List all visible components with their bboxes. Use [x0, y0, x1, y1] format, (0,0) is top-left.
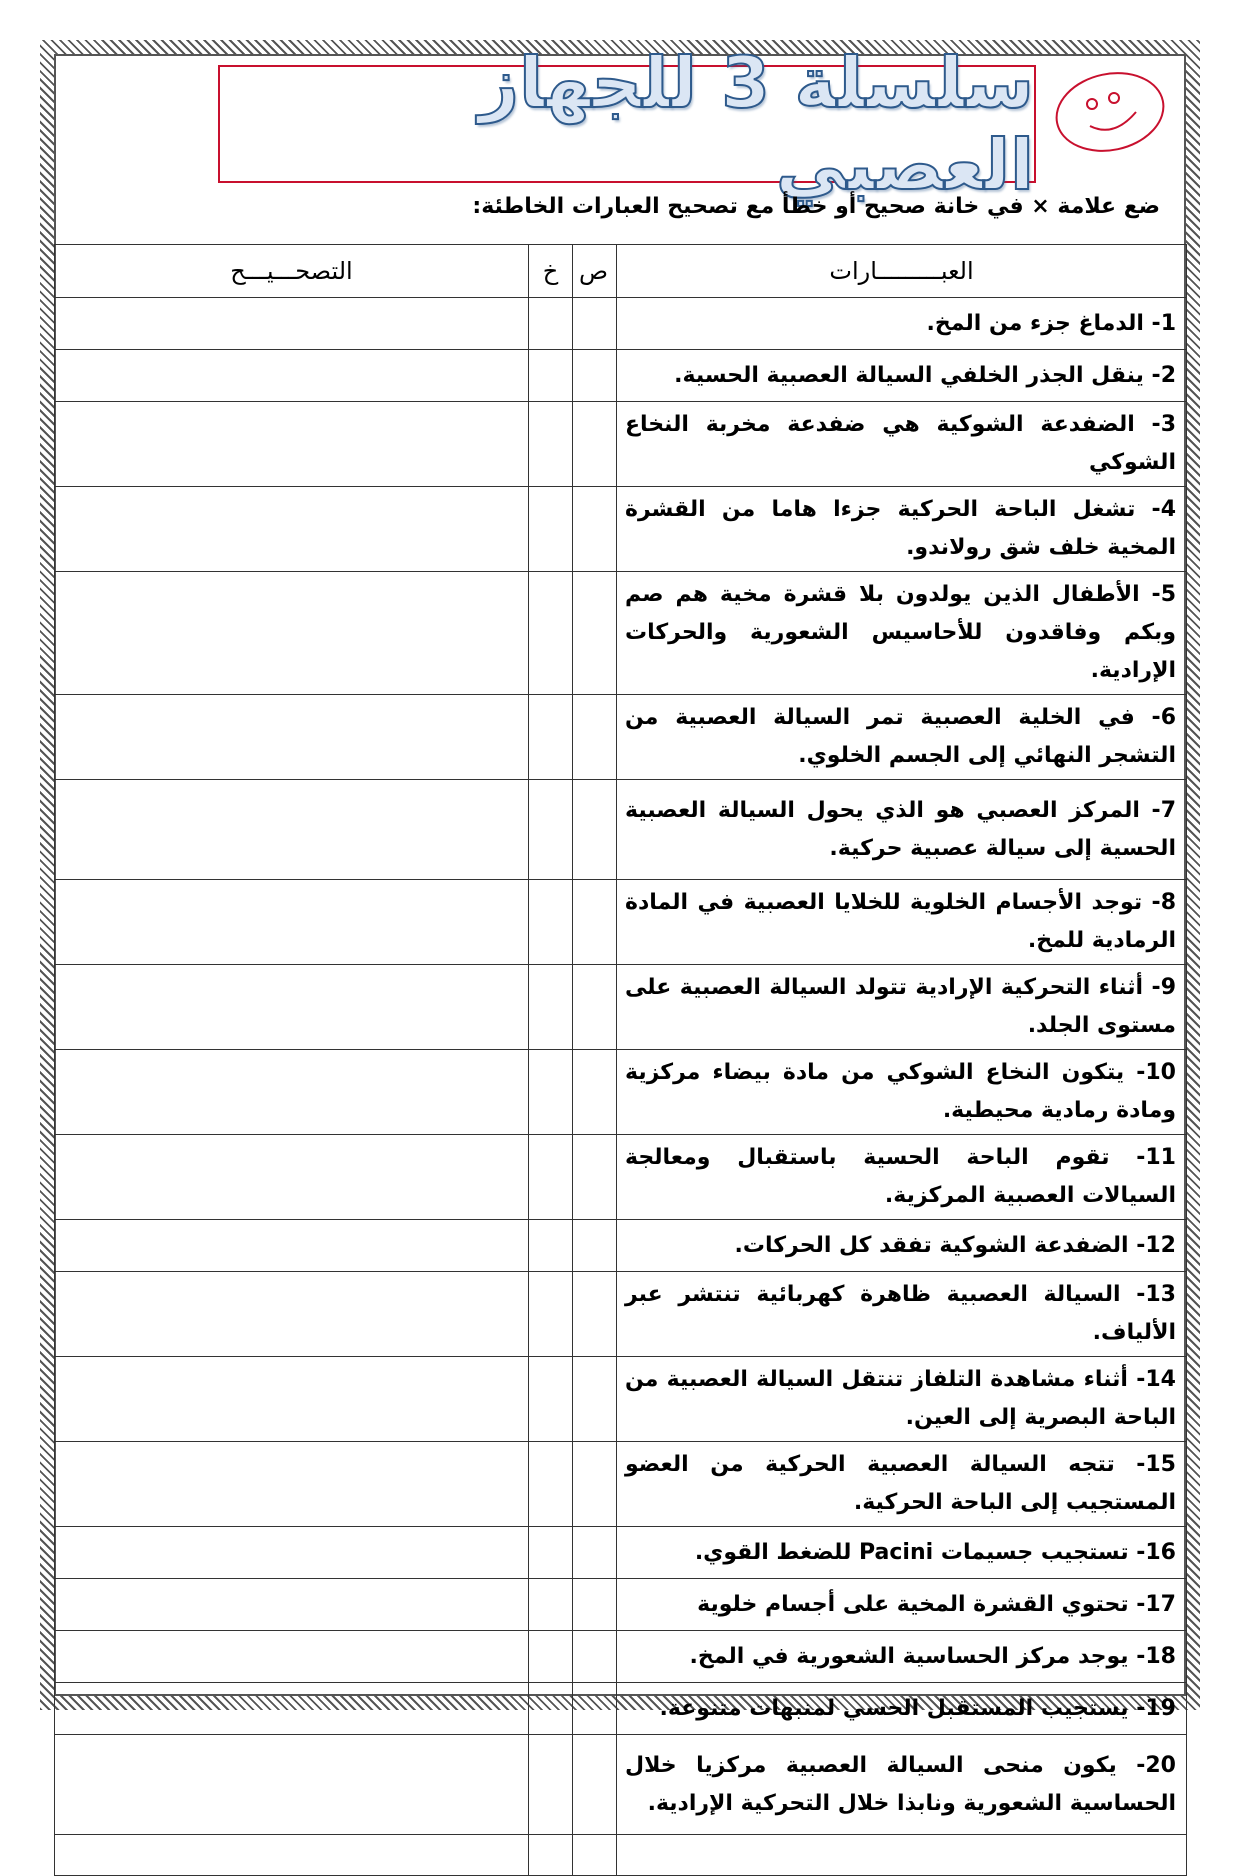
statement-cell: 11- تقوم الباحة الحسية باستقبال ومعالجة السيالات العصبية المركزية. [617, 1135, 1187, 1220]
correct-checkbox-cell[interactable] [573, 1527, 617, 1579]
correct-checkbox-cell[interactable] [573, 965, 617, 1050]
wrong-checkbox-cell[interactable] [529, 350, 573, 402]
table-header-row [55, 245, 1187, 298]
wrong-checkbox-cell[interactable] [529, 880, 573, 965]
statement-cell: 13- السيالة العصبية ظاهرة كهربائية تنتشر عبر الألياف. [617, 1272, 1187, 1357]
table-row [55, 572, 1187, 695]
wrong-checkbox-cell[interactable] [529, 1135, 573, 1220]
correction-cell[interactable] [55, 402, 529, 487]
statement-cell: 5- الأطفال الذين يولدون بلا قشرة مخية هم صم وبكم وفاقدون للأحاسيس الشعورية والحركات الإرادية. [617, 572, 1187, 695]
table-row [55, 695, 1187, 780]
statement-cell: 6- في الخلية العصبية تمر السيالة العصبية من التشجر النهائي إلى الجسم الخلوي. [617, 695, 1187, 780]
empty-cell [529, 1835, 573, 1876]
correct-checkbox-cell[interactable] [573, 572, 617, 695]
table-row [55, 1442, 1187, 1527]
table-row [55, 1220, 1187, 1272]
correction-cell[interactable] [55, 487, 529, 572]
correction-cell[interactable] [55, 1683, 529, 1735]
table-row [55, 965, 1187, 1050]
correction-cell[interactable] [55, 1050, 529, 1135]
empty-cell [573, 1835, 617, 1876]
table-row [55, 1272, 1187, 1357]
correction-cell[interactable] [55, 350, 529, 402]
table-row [55, 1357, 1187, 1442]
correct-checkbox-cell[interactable] [573, 298, 617, 350]
correct-checkbox-cell[interactable] [573, 1135, 617, 1220]
wrong-checkbox-cell[interactable] [529, 695, 573, 780]
wrong-checkbox-cell[interactable] [529, 1631, 573, 1683]
statement-cell: 20- يكون منحى السيالة العصبية مركزيا خلال الحساسية الشعورية ونابذا خلال التحركية الإرادية. [617, 1735, 1187, 1835]
empty-cell [55, 1835, 529, 1876]
statement-cell: 12- الضفدعة الشوكية تفقد كل الحركات. [617, 1220, 1187, 1272]
correction-cell[interactable] [55, 1735, 529, 1835]
correct-checkbox-cell[interactable] [573, 1357, 617, 1442]
table-row [55, 298, 1187, 350]
correction-cell[interactable] [55, 695, 529, 780]
header-correction: التصحـــيـــح [55, 245, 529, 298]
statement-cell: 3- الضفدعة الشوكية هي ضفدعة مخربة النخاع الشوكي [617, 402, 1187, 487]
correction-cell[interactable] [55, 1527, 529, 1579]
statement-cell: 8- توجد الأجسام الخلوية للخلايا العصبية في المادة الرمادية للمخ. [617, 880, 1187, 965]
header-correct: ص [573, 245, 617, 298]
table-row [55, 1683, 1187, 1735]
correction-cell[interactable] [55, 880, 529, 965]
table-row [55, 1135, 1187, 1220]
table-row [55, 350, 1187, 402]
statement-cell: 10- يتكون النخاع الشوكي من مادة بيضاء مركزية ومادة رمادية محيطية. [617, 1050, 1187, 1135]
table-row [55, 487, 1187, 572]
wrong-checkbox-cell[interactable] [529, 1442, 573, 1527]
correction-cell[interactable] [55, 572, 529, 695]
correction-cell[interactable] [55, 965, 529, 1050]
correct-checkbox-cell[interactable] [573, 1272, 617, 1357]
correct-checkbox-cell[interactable] [573, 487, 617, 572]
table-row [55, 1050, 1187, 1135]
table-row [55, 1631, 1187, 1683]
empty-cell [617, 1835, 1187, 1876]
wrong-checkbox-cell[interactable] [529, 1527, 573, 1579]
statement-cell: 2- ينقل الجذر الخلفي السيالة العصبية الحسية. [617, 350, 1187, 402]
title-box [218, 42, 1036, 206]
statement-cell: 18- يوجد مركز الحساسية الشعورية في المخ. [617, 1631, 1187, 1683]
statement-cell: 4- تشغل الباحة الحركية جزءا هاما من القشرة المخية خلف شق رولاندو. [617, 487, 1187, 572]
wrong-checkbox-cell[interactable] [529, 1220, 573, 1272]
table-row [55, 402, 1187, 487]
correction-cell[interactable] [55, 298, 529, 350]
statement-cell: 14- أثناء مشاهدة التلفاز تنتقل السيالة العصبية من الباحة البصرية إلى العين. [617, 1357, 1187, 1442]
correct-checkbox-cell[interactable] [573, 1442, 617, 1527]
correction-cell[interactable] [55, 780, 529, 880]
correct-checkbox-cell[interactable] [573, 1220, 617, 1272]
wrong-checkbox-cell[interactable] [529, 572, 573, 695]
statement-cell: 17- تحتوي القشرة المخية على أجسام خلوية [617, 1579, 1187, 1631]
table-row [55, 880, 1187, 965]
wrong-checkbox-cell[interactable] [529, 1683, 573, 1735]
correct-checkbox-cell[interactable] [573, 1579, 617, 1631]
correction-cell[interactable] [55, 1442, 529, 1527]
smiley-face-icon [1052, 68, 1168, 156]
wrong-checkbox-cell[interactable] [529, 1357, 573, 1442]
wrong-checkbox-cell[interactable] [529, 402, 573, 487]
quiz-table [54, 244, 1187, 1876]
empty-row [55, 1835, 1187, 1876]
correction-cell[interactable] [55, 1135, 529, 1220]
correct-checkbox-cell[interactable] [573, 1050, 617, 1135]
statement-cell: 19- يستجيب المستقبل الحسي لمنبهات متنوعة. [617, 1683, 1187, 1735]
table-row [55, 1735, 1187, 1835]
table-row [55, 1527, 1187, 1579]
statement-cell: 7- المركز العصبي هو الذي يحول السيالة العصبية الحسية إلى سيالة عصبية حركية. [617, 780, 1187, 880]
wrong-checkbox-cell[interactable] [529, 1050, 573, 1135]
wrong-checkbox-cell[interactable] [529, 1579, 573, 1631]
correct-checkbox-cell[interactable] [573, 1735, 617, 1835]
correction-cell[interactable] [55, 1272, 529, 1357]
correct-checkbox-cell[interactable] [573, 1683, 617, 1735]
correct-checkbox-cell[interactable] [573, 695, 617, 780]
correct-checkbox-cell[interactable] [573, 402, 617, 487]
correction-cell[interactable] [55, 1357, 529, 1442]
correct-checkbox-cell[interactable] [573, 880, 617, 965]
page-title: سلسلة 3 للجهاز العصبي [478, 42, 1034, 206]
statement-cell: 1- الدماغ جزء من المخ. [617, 298, 1187, 350]
table-row [55, 1579, 1187, 1631]
correction-cell[interactable] [55, 1579, 529, 1631]
statement-cell: 9- أثناء التحركية الإرادية تتولد السيالة العصبية على مستوى الجلد. [617, 965, 1187, 1050]
correction-cell[interactable] [55, 1631, 529, 1683]
header-wrong: خ [529, 245, 573, 298]
instruction-text: ضع علامة × في خانة صحيح أو خطأ مع تصحيح العبارات الخاطئة: [472, 194, 1160, 219]
table-row [55, 780, 1187, 880]
wrong-checkbox-cell[interactable] [529, 780, 573, 880]
statement-cell: 15- تتجه السيالة العصبية الحركية من العضو المستجيب إلى الباحة الحركية. [617, 1442, 1187, 1527]
correction-cell[interactable] [55, 1220, 529, 1272]
correct-checkbox-cell[interactable] [573, 780, 617, 880]
wrong-checkbox-cell[interactable] [529, 298, 573, 350]
wrong-checkbox-cell[interactable] [529, 1735, 573, 1835]
wrong-checkbox-cell[interactable] [529, 487, 573, 572]
statement-cell: 16- تستجيب جسيمات Pacini للضغط القوي. [617, 1527, 1187, 1579]
correct-checkbox-cell[interactable] [573, 350, 617, 402]
correct-checkbox-cell[interactable] [573, 1631, 617, 1683]
wrong-checkbox-cell[interactable] [529, 1272, 573, 1357]
header-statements: العبـــــــــارات [617, 245, 1187, 298]
wrong-checkbox-cell[interactable] [529, 965, 573, 1050]
